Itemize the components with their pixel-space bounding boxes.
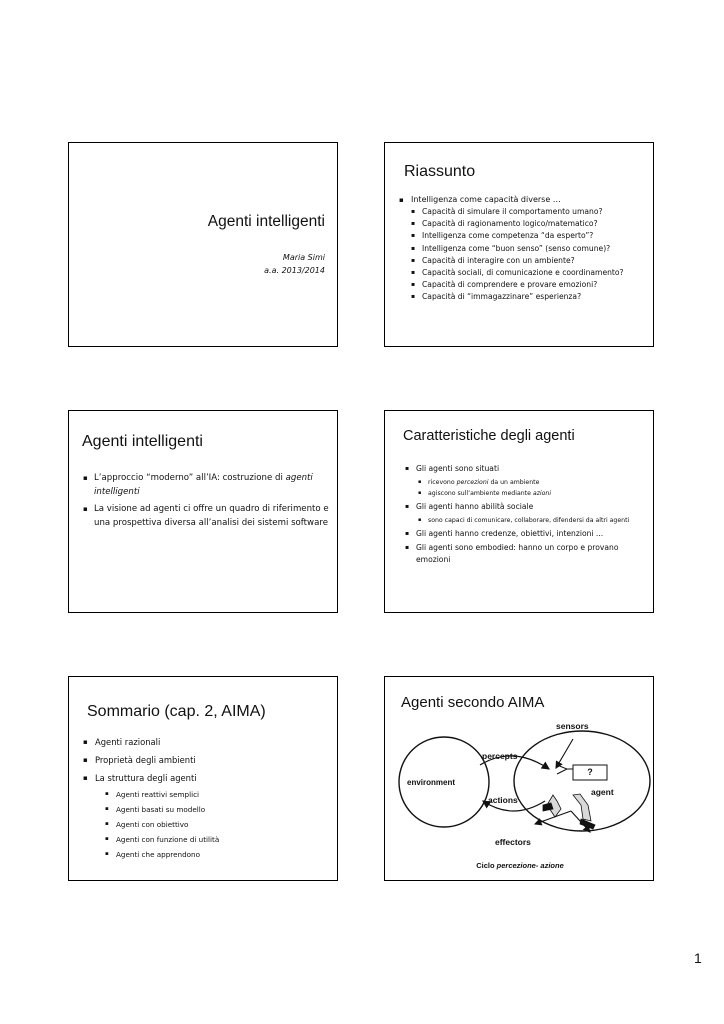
list-item: ▪ Gli agenti hanno credenze, obiettivi, intenzioni ... bbox=[405, 528, 650, 540]
list-item: ▪ Capacità di comprendere e provare emozioni? bbox=[411, 279, 651, 291]
agent-ellipse bbox=[514, 731, 650, 831]
list-item: ▪ Agenti con obiettivo bbox=[105, 817, 331, 832]
slide-caratteristiche bbox=[384, 410, 654, 613]
effectors-label: effectors bbox=[495, 837, 531, 847]
caption-emphasis: percezione- azione bbox=[496, 861, 564, 870]
slide-title: Agenti intelligenti bbox=[207, 213, 325, 230]
bullet-list bbox=[83, 472, 331, 534]
list-item: ▪ Intelligenza come “buon senso” (senso comune)? bbox=[411, 243, 651, 255]
sub-list bbox=[416, 477, 650, 499]
list-item-text: Gli agenti sono situati bbox=[416, 464, 500, 473]
sub-list bbox=[416, 515, 650, 526]
agent-label: agent bbox=[591, 787, 614, 797]
list-item-emphasis: azioni bbox=[532, 490, 552, 497]
list-item: ▪ Agenti reattivi semplici bbox=[105, 787, 331, 802]
author-block bbox=[264, 251, 325, 277]
bullet-list bbox=[399, 194, 651, 304]
list-item-text: L’approccio “moderno” all’IA: costruzione di bbox=[94, 473, 286, 483]
list-item-text: Intelligenza come capacità diverse … bbox=[411, 195, 561, 204]
list-item bbox=[83, 769, 331, 862]
list-item: ▪ Capacità di interagire con un ambiente? bbox=[411, 255, 651, 267]
list-item-text: da un ambiente bbox=[488, 479, 540, 486]
academic-year: a.a. 2013/2014 bbox=[264, 266, 325, 275]
environment-label: environment bbox=[407, 778, 456, 787]
list-item-text: agiscono sull’ambiente mediante bbox=[428, 490, 533, 497]
slide-title: Riassunto bbox=[404, 163, 476, 180]
bullet-list bbox=[83, 733, 331, 862]
list-item bbox=[405, 463, 650, 499]
page-number: 1 bbox=[694, 950, 702, 966]
slide-sommario bbox=[68, 676, 338, 881]
sensors-label: sensors bbox=[556, 721, 589, 731]
list-item-emphasis: agenti intelligenti bbox=[94, 473, 313, 497]
sensor-shape bbox=[557, 765, 567, 774]
slide-title-agenti bbox=[68, 142, 338, 347]
list-item: ▪ Proprietà degli ambienti bbox=[83, 751, 331, 769]
list-item bbox=[399, 194, 651, 304]
list-item: ▪ Gli agenti sono embodied: hanno un corpo e provano emozioni bbox=[405, 542, 650, 566]
list-item: ▪ sono capaci di comunicare, collaborare, difendersi da altri agenti bbox=[416, 515, 650, 526]
list-item-text: La struttura degli agenti bbox=[95, 773, 197, 783]
slide-agenti-aima bbox=[384, 676, 654, 881]
list-item bbox=[83, 472, 331, 499]
list-item-text: ricevono bbox=[428, 479, 457, 486]
list-item: ▪ Agenti che apprendono bbox=[105, 847, 331, 862]
agent-environment-diagram bbox=[385, 677, 654, 881]
caption-text: Ciclo bbox=[476, 861, 497, 870]
list-item bbox=[416, 477, 650, 488]
slide-title: Caratteristiche degli agenti bbox=[403, 428, 575, 444]
list-item-text: Gli agenti hanno abilità sociale bbox=[416, 502, 534, 511]
percepts-label: percepts bbox=[482, 751, 518, 761]
slide-agenti-intelligenti bbox=[68, 410, 338, 613]
slide-title: Agenti intelligenti bbox=[82, 433, 203, 450]
list-item: ▪ Capacità sociali, di comunicazione e coordinamento? bbox=[411, 267, 651, 279]
sub-list bbox=[95, 787, 331, 862]
list-item: ▪ Agenti basati su modello bbox=[105, 802, 331, 817]
list-item: ▪ Capacità di “immagazzinare” esperienza? bbox=[411, 291, 651, 303]
list-item: ▪ Intelligenza come competenza “da esperto”? bbox=[411, 230, 651, 242]
diagram-caption bbox=[385, 861, 654, 870]
list-item: ▪ Capacità di simulare il comportamento umano? bbox=[411, 206, 651, 218]
slide-title: Agenti secondo AIMA bbox=[401, 694, 545, 711]
agent-program-label: ? bbox=[587, 767, 593, 777]
sub-list bbox=[411, 206, 651, 304]
sensors-arrow bbox=[556, 739, 573, 768]
list-item: ▪ Capacità di ragionamento logico/matematico? bbox=[411, 218, 651, 230]
actions-label: actions bbox=[488, 795, 518, 805]
bullet-list bbox=[405, 463, 650, 568]
slide-riassunto bbox=[384, 142, 654, 347]
list-item: ▪ Agenti con funzione di utilità bbox=[105, 832, 331, 847]
list-item: ▪ La visione ad agenti ci offre un quadro di riferimento e una prospettiva diversa all’analisi dei sistemi software bbox=[83, 503, 331, 530]
list-item bbox=[405, 501, 650, 526]
list-item bbox=[416, 488, 650, 499]
author-name: Maria Simi bbox=[282, 253, 325, 262]
list-item: ▪ Agenti razionali bbox=[83, 733, 331, 751]
slide-title: Sommario (cap. 2, AIMA) bbox=[87, 703, 266, 720]
list-item-emphasis: percezioni bbox=[456, 479, 489, 486]
